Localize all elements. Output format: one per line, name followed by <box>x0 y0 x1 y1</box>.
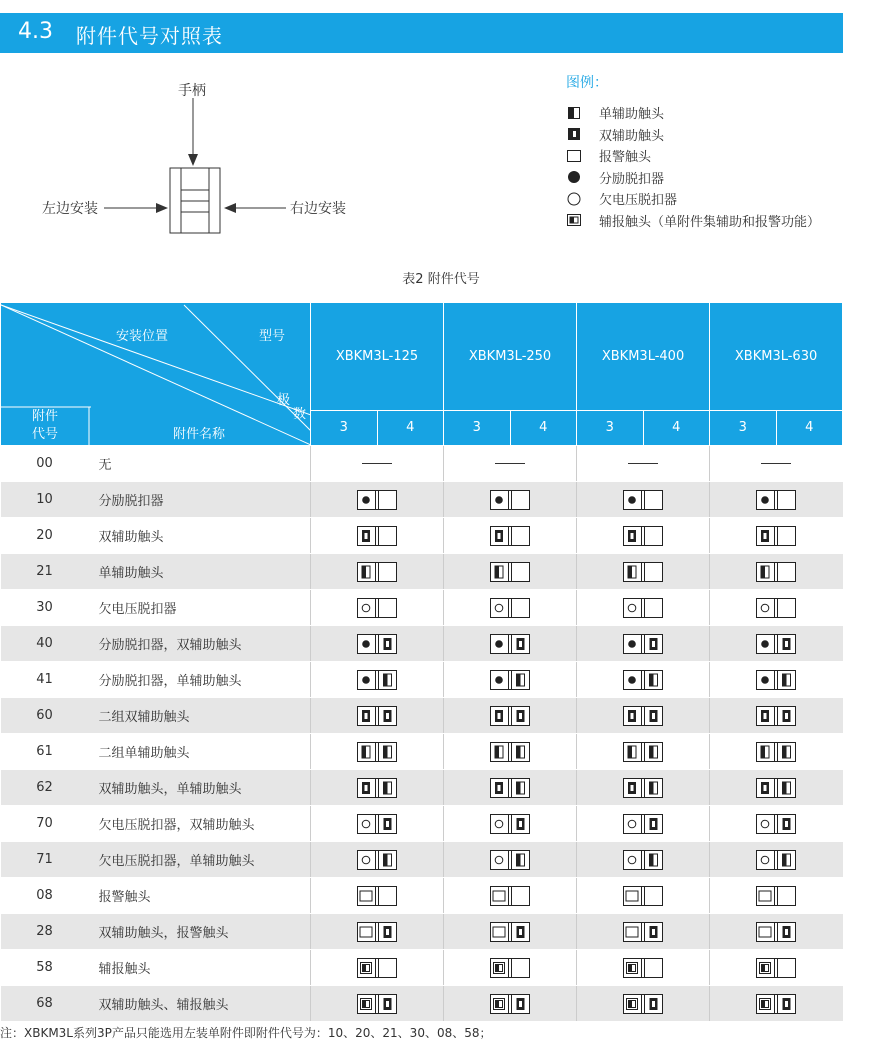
symbol-cell <box>577 950 710 986</box>
accessory-symbol <box>490 708 530 723</box>
symbol-cell <box>577 842 710 878</box>
symbol-cell <box>444 734 577 770</box>
accessory-symbol <box>357 744 397 759</box>
symbol-cell <box>444 914 577 950</box>
symbol-cell <box>311 986 444 1022</box>
accessory-name: 双辅助触头，单辅助触头 <box>89 770 311 806</box>
accessory-symbol <box>357 996 397 1011</box>
none-dash <box>761 463 791 464</box>
legend-item <box>566 210 866 232</box>
accessory-symbol <box>756 672 796 687</box>
accessory-name: 二组单辅助触头 <box>89 734 311 770</box>
symbol-cell <box>710 698 843 734</box>
accessory-symbol <box>357 852 397 867</box>
code-label-2: 代号 <box>32 427 59 442</box>
symbol-cell <box>710 950 843 986</box>
accessory-symbol <box>490 564 530 579</box>
pole-header: 4 <box>377 410 444 445</box>
symbol-cell <box>444 554 577 590</box>
accessory-symbol <box>756 636 796 651</box>
model-header: XBKM3L-630 <box>710 303 843 411</box>
accessory-code: 08 <box>1 878 89 914</box>
pole-header: 4 <box>510 410 577 445</box>
symbol-cell <box>577 770 710 806</box>
symbol-cell <box>311 950 444 986</box>
pole-header: 3 <box>577 410 644 445</box>
table-row <box>1 986 843 1022</box>
model-header: XBKM3L-250 <box>444 303 577 411</box>
accessory-symbol <box>623 528 663 543</box>
accessory-code: 70 <box>1 806 89 842</box>
accessory-symbol <box>490 492 530 507</box>
symbol-cell <box>311 518 444 554</box>
symbol-cell <box>710 482 843 518</box>
legend-item <box>566 188 866 210</box>
model-header: XBKM3L-400 <box>577 303 710 411</box>
symbol-cell <box>444 518 577 554</box>
accessory-name: 欠电压脱扣器，双辅助触头 <box>89 806 311 842</box>
symbol-cell <box>444 446 577 482</box>
symbol-cell <box>311 482 444 518</box>
accessory-code: 61 <box>1 734 89 770</box>
accessory-code: 10 <box>1 482 89 518</box>
symbol-cell <box>710 518 843 554</box>
accessory-symbol <box>490 672 530 687</box>
install-position-label: 安装位置 <box>116 329 169 344</box>
accessory-symbol <box>756 492 796 507</box>
symbol-cell <box>311 806 444 842</box>
accessory-name: 辅报触头 <box>89 950 311 986</box>
accessory-code: 71 <box>1 842 89 878</box>
symbol-cell <box>710 986 843 1022</box>
accessory-symbol <box>357 708 397 723</box>
pole-header: 4 <box>776 410 843 445</box>
accessory-symbol <box>756 780 796 795</box>
symbol-cell <box>710 662 843 698</box>
symbol-cell <box>577 878 710 914</box>
legend-item <box>566 145 866 167</box>
accessory-code: 20 <box>1 518 89 554</box>
none-dash <box>495 463 525 464</box>
legend-item <box>566 167 866 189</box>
symbol-cell <box>710 770 843 806</box>
symbol-cell <box>577 734 710 770</box>
accessory-name: 分励脱扣器 <box>89 482 311 518</box>
symbol-cell <box>311 734 444 770</box>
accessory-symbol <box>357 600 397 615</box>
accessory-code-table <box>0 302 843 1022</box>
legend-item <box>566 102 866 124</box>
symbol-cell <box>577 986 710 1022</box>
accessory-symbol <box>623 780 663 795</box>
handle-label: 手柄 <box>178 83 206 99</box>
symbol-cell <box>577 662 710 698</box>
accessory-name: 无 <box>89 446 311 482</box>
symbol-cell <box>444 986 577 1022</box>
model-header: XBKM3L-125 <box>311 303 444 411</box>
poles-label-2: 数 <box>293 407 307 422</box>
accessory-code: 40 <box>1 626 89 662</box>
legend-title: 图例： <box>566 75 608 91</box>
accessory-code: 21 <box>1 554 89 590</box>
accessory-code: 00 <box>1 446 89 482</box>
pole-header: 3 <box>710 410 777 445</box>
accessory-symbol <box>756 924 796 939</box>
accessory-symbol <box>756 852 796 867</box>
symbol-cell <box>710 806 843 842</box>
table-row <box>1 590 843 626</box>
symbol-cell <box>444 950 577 986</box>
symbol-cell <box>577 698 710 734</box>
accessory-symbol <box>357 780 397 795</box>
accessory-name: 分励脱扣器，双辅助触头 <box>89 626 311 662</box>
accessory-code: 58 <box>1 950 89 986</box>
none-dash <box>628 463 658 464</box>
accessory-symbol <box>490 996 530 1011</box>
single-aux-contact-icon <box>566 106 582 120</box>
table-row <box>1 878 843 914</box>
legend-item <box>566 124 866 146</box>
symbol-cell <box>710 590 843 626</box>
symbol-cell <box>577 626 710 662</box>
accessory-name: 二组双辅助触头 <box>89 698 311 734</box>
accessory-name: 报警触头 <box>89 878 311 914</box>
accessory-symbol <box>357 492 397 507</box>
symbol-cell <box>311 626 444 662</box>
accessory-name: 单辅助触头 <box>89 554 311 590</box>
symbol-cell <box>710 446 843 482</box>
accessory-symbol <box>490 744 530 759</box>
legend-label: 报警触头 <box>599 150 652 166</box>
legend-label: 双辅助触头 <box>599 128 665 144</box>
accessory-symbol <box>623 924 663 939</box>
table-row <box>1 518 843 554</box>
legend <box>566 72 866 231</box>
accessory-symbol <box>623 816 663 831</box>
accessory-name: 双辅助触头 <box>89 518 311 554</box>
table-corner-header <box>1 303 311 446</box>
table-row <box>1 770 843 806</box>
legend-label: 辅报触头（单附件集辅助和报警功能） <box>599 214 821 230</box>
footnote: 注：XBKM3L系列3P产品只能选用左装单附件即附件代号为：10、20、21、30、08、58； <box>0 1026 492 1040</box>
table-row <box>1 842 843 878</box>
table-row <box>1 950 843 986</box>
accessory-name: 双辅助触头，报警触头 <box>89 914 311 950</box>
accessory-symbol <box>756 564 796 579</box>
section-title: 附件代号对照表 <box>76 24 223 48</box>
accessory-symbol <box>756 528 796 543</box>
section-header <box>0 13 843 53</box>
symbol-cell <box>710 878 843 914</box>
table-row <box>1 482 843 518</box>
symbol-cell <box>577 518 710 554</box>
symbol-cell <box>311 842 444 878</box>
symbol-cell <box>444 662 577 698</box>
accessory-symbol <box>756 708 796 723</box>
symbol-cell <box>444 770 577 806</box>
accessory-symbol <box>357 924 397 939</box>
legend-label: 单辅助触头 <box>599 107 665 123</box>
accessory-symbol <box>756 960 796 975</box>
symbol-cell <box>444 842 577 878</box>
table-row <box>1 914 843 950</box>
accessory-name: 欠电压脱扣器 <box>89 590 311 626</box>
table-body <box>1 446 843 1022</box>
double-aux-contact-icon <box>566 127 582 141</box>
symbol-cell <box>311 770 444 806</box>
table-caption: 表2 附件代号 <box>402 272 480 287</box>
accessory-symbol <box>623 672 663 687</box>
symbol-cell <box>311 698 444 734</box>
accessory-symbol <box>756 996 796 1011</box>
symbol-cell <box>311 914 444 950</box>
code-label-1: 附件 <box>32 409 59 424</box>
accessory-symbol <box>623 636 663 651</box>
right-mount-label: 右边安装 <box>290 201 346 217</box>
accessory-symbol <box>490 600 530 615</box>
accessory-symbol <box>357 528 397 543</box>
accessory-name: 双辅助触头、辅报触头 <box>89 986 311 1022</box>
accessory-code: 28 <box>1 914 89 950</box>
symbol-cell <box>444 482 577 518</box>
alarm-contact-icon <box>566 149 582 163</box>
accessory-symbol <box>756 600 796 615</box>
accessory-symbol <box>490 888 530 903</box>
table-row <box>1 734 843 770</box>
accessory-symbol <box>357 564 397 579</box>
symbol-cell <box>444 698 577 734</box>
table-row <box>1 626 843 662</box>
symbol-cell <box>577 590 710 626</box>
symbol-cell <box>577 482 710 518</box>
accessory-symbol <box>490 636 530 651</box>
accessory-symbol <box>623 852 663 867</box>
accessory-code: 68 <box>1 986 89 1022</box>
accessory-symbol <box>756 888 796 903</box>
accessory-symbol <box>357 960 397 975</box>
accessory-symbol <box>490 780 530 795</box>
table-row <box>1 662 843 698</box>
legend-label: 欠电压脱扣器 <box>599 193 678 209</box>
symbol-cell <box>710 554 843 590</box>
symbol-cell <box>311 590 444 626</box>
mounting-diagram <box>0 60 420 250</box>
accessory-name: 欠电压脱扣器，单辅助触头 <box>89 842 311 878</box>
legend-label: 分励脱扣器 <box>599 171 665 187</box>
accessory-symbol <box>357 888 397 903</box>
accessory-symbol <box>357 672 397 687</box>
table-row <box>1 806 843 842</box>
symbol-cell <box>444 806 577 842</box>
breaker-outline-figure <box>0 60 420 250</box>
accessory-symbol <box>490 528 530 543</box>
symbol-cell <box>311 554 444 590</box>
accessory-symbol <box>623 888 663 903</box>
symbol-cell <box>311 878 444 914</box>
table-row <box>1 446 843 482</box>
accessory-code: 41 <box>1 662 89 698</box>
name-label: 附件名称 <box>173 427 226 442</box>
accessory-code: 60 <box>1 698 89 734</box>
accessory-symbol <box>357 636 397 651</box>
accessory-symbol <box>623 960 663 975</box>
symbol-cell <box>710 626 843 662</box>
section-number: 4.3 <box>18 19 53 44</box>
accessory-symbol <box>756 816 796 831</box>
symbol-cell <box>444 626 577 662</box>
accessory-symbol <box>623 744 663 759</box>
symbol-cell <box>577 554 710 590</box>
left-mount-label: 左边安装 <box>42 201 98 217</box>
accessory-name: 分励脱扣器，单辅助触头 <box>89 662 311 698</box>
poles-label-1: 极 <box>277 393 291 408</box>
symbol-cell <box>577 914 710 950</box>
pole-header: 3 <box>311 410 378 445</box>
symbol-cell <box>577 446 710 482</box>
accessory-symbol <box>756 744 796 759</box>
symbol-cell <box>710 842 843 878</box>
accessory-symbol <box>623 996 663 1011</box>
table-row <box>1 554 843 590</box>
accessory-code: 62 <box>1 770 89 806</box>
accessory-symbol <box>623 600 663 615</box>
accessory-symbol <box>490 924 530 939</box>
symbol-cell <box>444 590 577 626</box>
model-label: 型号 <box>259 329 286 344</box>
accessory-symbol <box>490 960 530 975</box>
accessory-symbol <box>357 816 397 831</box>
pole-header: 3 <box>444 410 511 445</box>
undervoltage-release-icon <box>566 192 582 206</box>
accessory-symbol <box>623 564 663 579</box>
accessory-symbol <box>623 708 663 723</box>
symbol-cell <box>710 914 843 950</box>
shunt-release-icon <box>566 170 582 184</box>
symbol-cell <box>311 446 444 482</box>
accessory-symbol <box>490 816 530 831</box>
symbol-cell <box>577 806 710 842</box>
accessory-code: 30 <box>1 590 89 626</box>
accessory-symbol <box>623 492 663 507</box>
pole-header: 4 <box>643 410 710 445</box>
symbol-cell <box>444 878 577 914</box>
symbol-cell <box>710 734 843 770</box>
accessory-symbol <box>490 852 530 867</box>
table-row <box>1 698 843 734</box>
none-dash <box>362 463 392 464</box>
symbol-cell <box>311 662 444 698</box>
aux-alarm-contact-icon <box>566 213 582 227</box>
